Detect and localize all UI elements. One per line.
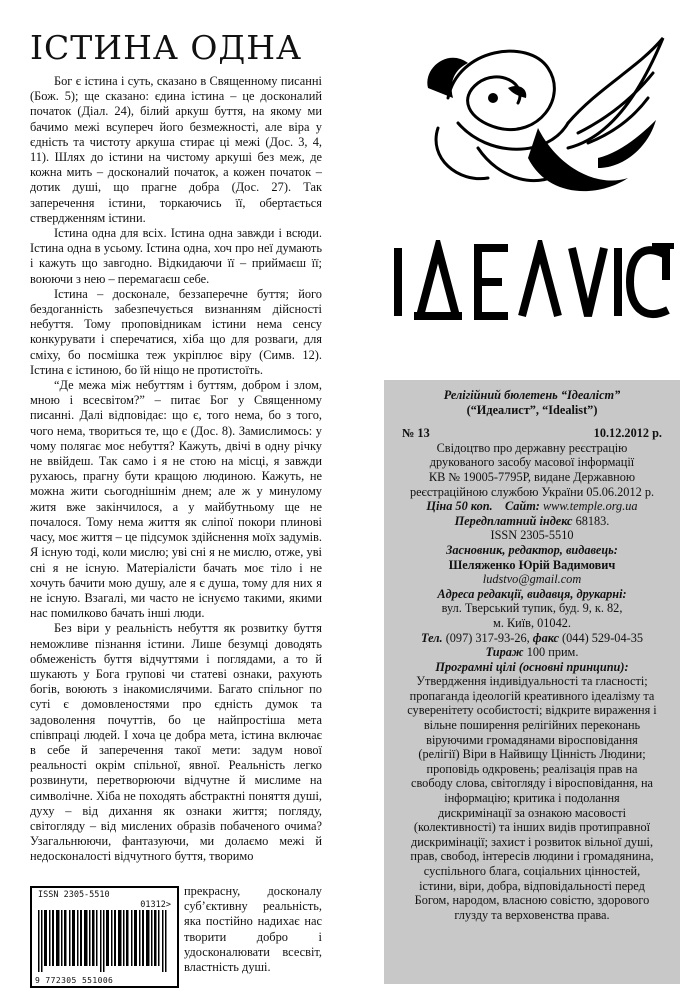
- email-link[interactable]: ludstvo@gmail.com: [482, 572, 582, 587]
- article-paragraph: “Де межа між небуттям і буттям, добром і злом, мною і всесвітом?” – питає Бог у Священному писанні. Далі відповідає: що є, того нема, бо з того, чого нема, твориться те, що є (Дос. 8). Замислимось: у чому полягає моє небуття? Кажуть, двічі в одну річку не ввійдеш. Так само і я не стою на місці, я завжди рухаюсь, прагну бути кращою людиною. Кажуть, не можна жити сьогоднішнім днем; але ж у минулому житя вже закінчилося, а у майбутньому ще не почалося. Тому нема життя як сліпої покори плинові часу, моє життя – це підсумок здійснення моїх задумів. Я існую тоді, коли мислю; уві сні я не мислю, отже, уві сні я не існую. Матеріалісти бачать моє тіло і не хочуть бачити мою душу, але я є душа, тому для них я не існую. Взагалі, ми часто не існуємо такими, якими нас помилково бачать інші люди.: [30, 378, 322, 621]
- price-site-line: [384, 499, 680, 514]
- founder-label: Засновник, редактор, видавець:: [446, 542, 618, 557]
- goals-line: проповідь одкровень; реалізація прав на: [426, 761, 638, 776]
- goals-line: віруючими громадянами віросповідання: [426, 732, 638, 747]
- article-paragraph: Істина – досконале, беззаперечне буття; його бездоганність забезпечується визнанням дійсності небуття. Тому проповідникам істини нема сенсу конкурувати і сперечатися, хіба що для розваги, для сміху, бо посмішка теж укріплює віру (Симв. 12). Істина є істиною, бо їй ніщо не протистоїть.: [30, 286, 322, 377]
- fax-number: (044) 529-04-35: [562, 630, 643, 645]
- subscription-line: [384, 514, 680, 529]
- article-paragraph: Бог є істина і суть, сказано в Священному писанні (Бож. 5); ще сказано: єдина істина – це досконалий початок (Діал. 24), білий аркуш буття, на якому ми бачимо межі всупереч його безмежності, але віра у єдність та чистоту аркуша стирає ці межі (Дос. 3, 4, 11). Шлях до істини на чистому аркуші без меж, де кожна мить – досконалий початок, а кожен початок – дотик душі, що прагне добра (Дос. 27). Так заперечення істини, торкаючись її, обертається ствердженням істини.: [30, 74, 322, 225]
- price-label: Ціна 50 коп.: [426, 499, 493, 514]
- certificate-line: реєстраційною службою України 05.06.2012 р.: [409, 484, 655, 499]
- goals-line: вільне поширення релігійних переконань: [423, 718, 641, 733]
- circulation-label: Тираж: [485, 645, 524, 660]
- address-label: Адреса редакції, видавця, друкарні:: [437, 586, 627, 601]
- goals-line: свободу слова, світогляду і віросповідання, на: [410, 776, 654, 791]
- goals-line: інформацію; критика і подолання: [444, 791, 620, 806]
- goals-line: дискримінації за ознакою масовості: [437, 805, 627, 820]
- address-line: вул. Тверський тупик, буд. 9, к. 82,: [441, 601, 623, 616]
- barcode-issn-label: ISSN 2305-5510: [38, 890, 110, 900]
- article-paragraph: Істина одна для всіх. Істина одна завжди і всюди. Істина одна в усьому. Істина одна, хоч про неї думають і кажуть що завгодно. Відкидаючи її – приймаєш її; воюючи з нею – перемагаєш себе.: [30, 226, 322, 286]
- tel-label: Тел.: [421, 630, 443, 645]
- circulation-value: 100 прим.: [526, 645, 579, 660]
- goals-line: Утвердження індивідуальності та гласності;: [416, 674, 648, 689]
- certificate-line: Свідоцтво про державну реєстрацію: [436, 440, 628, 455]
- masthead-logo: [390, 240, 675, 320]
- goals-line: істини, віри, добра, відповідальності перед: [419, 878, 645, 893]
- issn-barcode: [30, 886, 179, 988]
- goals-line: (колективності) та інших видів протиправної: [413, 820, 651, 835]
- goals-line: суверенітету особистості; відкрите вираження і: [407, 703, 657, 718]
- site-link[interactable]: www.temple.org.ua: [542, 499, 638, 514]
- fax-label: факс: [532, 630, 559, 645]
- article-paragraph: прекрасну, досконалу суб’єктивну реальність, яка постійно надихає нас творити добро і удосконалювати всесвіт, властність душі.: [184, 884, 322, 975]
- winged-bird-ornament-icon: [418, 28, 668, 208]
- goals-line: пропаганда ідеологій креативного ідеалізму та: [409, 688, 655, 703]
- goals-line: суспільного блага, соціальних цінностей,: [423, 864, 641, 878]
- article-body: [30, 74, 322, 865]
- article-title: ІСТИНА ОДНА: [30, 28, 302, 67]
- barcode-bars: [38, 910, 170, 972]
- subscription-index: 68183.: [575, 513, 610, 528]
- barcode-issue-code: 01312>: [140, 900, 171, 910]
- publication-info-box: [384, 380, 680, 984]
- goals-line: дискримінації; захист і розвиток вільної душі,: [410, 834, 654, 849]
- site-label: Сайт:: [504, 499, 540, 514]
- certificate-line: друкованого засобу масової інформації: [429, 455, 635, 470]
- bulletin-alt-names: (“Идеалист”, “Idealist”): [466, 402, 598, 417]
- tel-number: (097) 317-93-26,: [445, 630, 530, 645]
- article-column: [30, 28, 322, 865]
- circulation-line: [384, 645, 680, 660]
- barcode-digits: 9 772305 551006: [35, 976, 114, 985]
- issue-number: № 13: [402, 426, 430, 441]
- issue-row: [384, 426, 680, 441]
- article-paragraph: Без віри у реальність небуття як розвитку буття неможливе пізнання істини. Лише безумці доводять обмеженість буття відчуттями і поглядами, а то й шукають у Бога групові чи статеві ознаки, рахують богів, воюють з інакомислячими. Багато спільног по суті є домовленостями про єдність думок та задоволення почуттів, бо це найпростіша мета співпраці людей. І хоча це добра мета, істина включає в себе й заперечення такої мети: задум нової реальності окрім спільної, явної. Реальність легко розвинути, перетворюючи відчутне й мислиме на символічне. Хіба не походять абстрактні поняття душі, духу – від дихання як ознаки життя; погляду, світогляду – від мислених образів побаченого очима? Узагальнюючи, фантазуючи, ми долаємо межі й недосконалості відчутного буття, творимо: [30, 621, 322, 864]
- goals-label: Програмні цілі (основні принципи):: [435, 659, 629, 674]
- goals-line: глузду та верховенства права.: [454, 907, 610, 922]
- goals-line: Богом, народом, власною совістю, здорового: [414, 893, 650, 908]
- address-line: м. Київ, 01042.: [493, 615, 571, 630]
- issue-date: 10.12.2012 р.: [593, 426, 662, 441]
- founder-name: Шеляженко Юрій Вадимович: [448, 557, 616, 572]
- goals-line: (релігії) Віри в Найвищу Цінність Людини;: [418, 747, 646, 762]
- subscription-label: Передплатний індекс: [454, 513, 573, 528]
- bulletin-title: Релігійний бюлетень “Ідеаліст”: [443, 388, 621, 402]
- article-continuation: [184, 884, 322, 975]
- certificate-line: КВ № 19005-7795Р, видане Державною: [428, 469, 636, 484]
- contact-line: [384, 631, 680, 646]
- goals-line: прав, свобод, інтересів людини і громадянина,: [410, 849, 654, 864]
- issn-line: ISSN 2305-5510: [490, 528, 574, 543]
